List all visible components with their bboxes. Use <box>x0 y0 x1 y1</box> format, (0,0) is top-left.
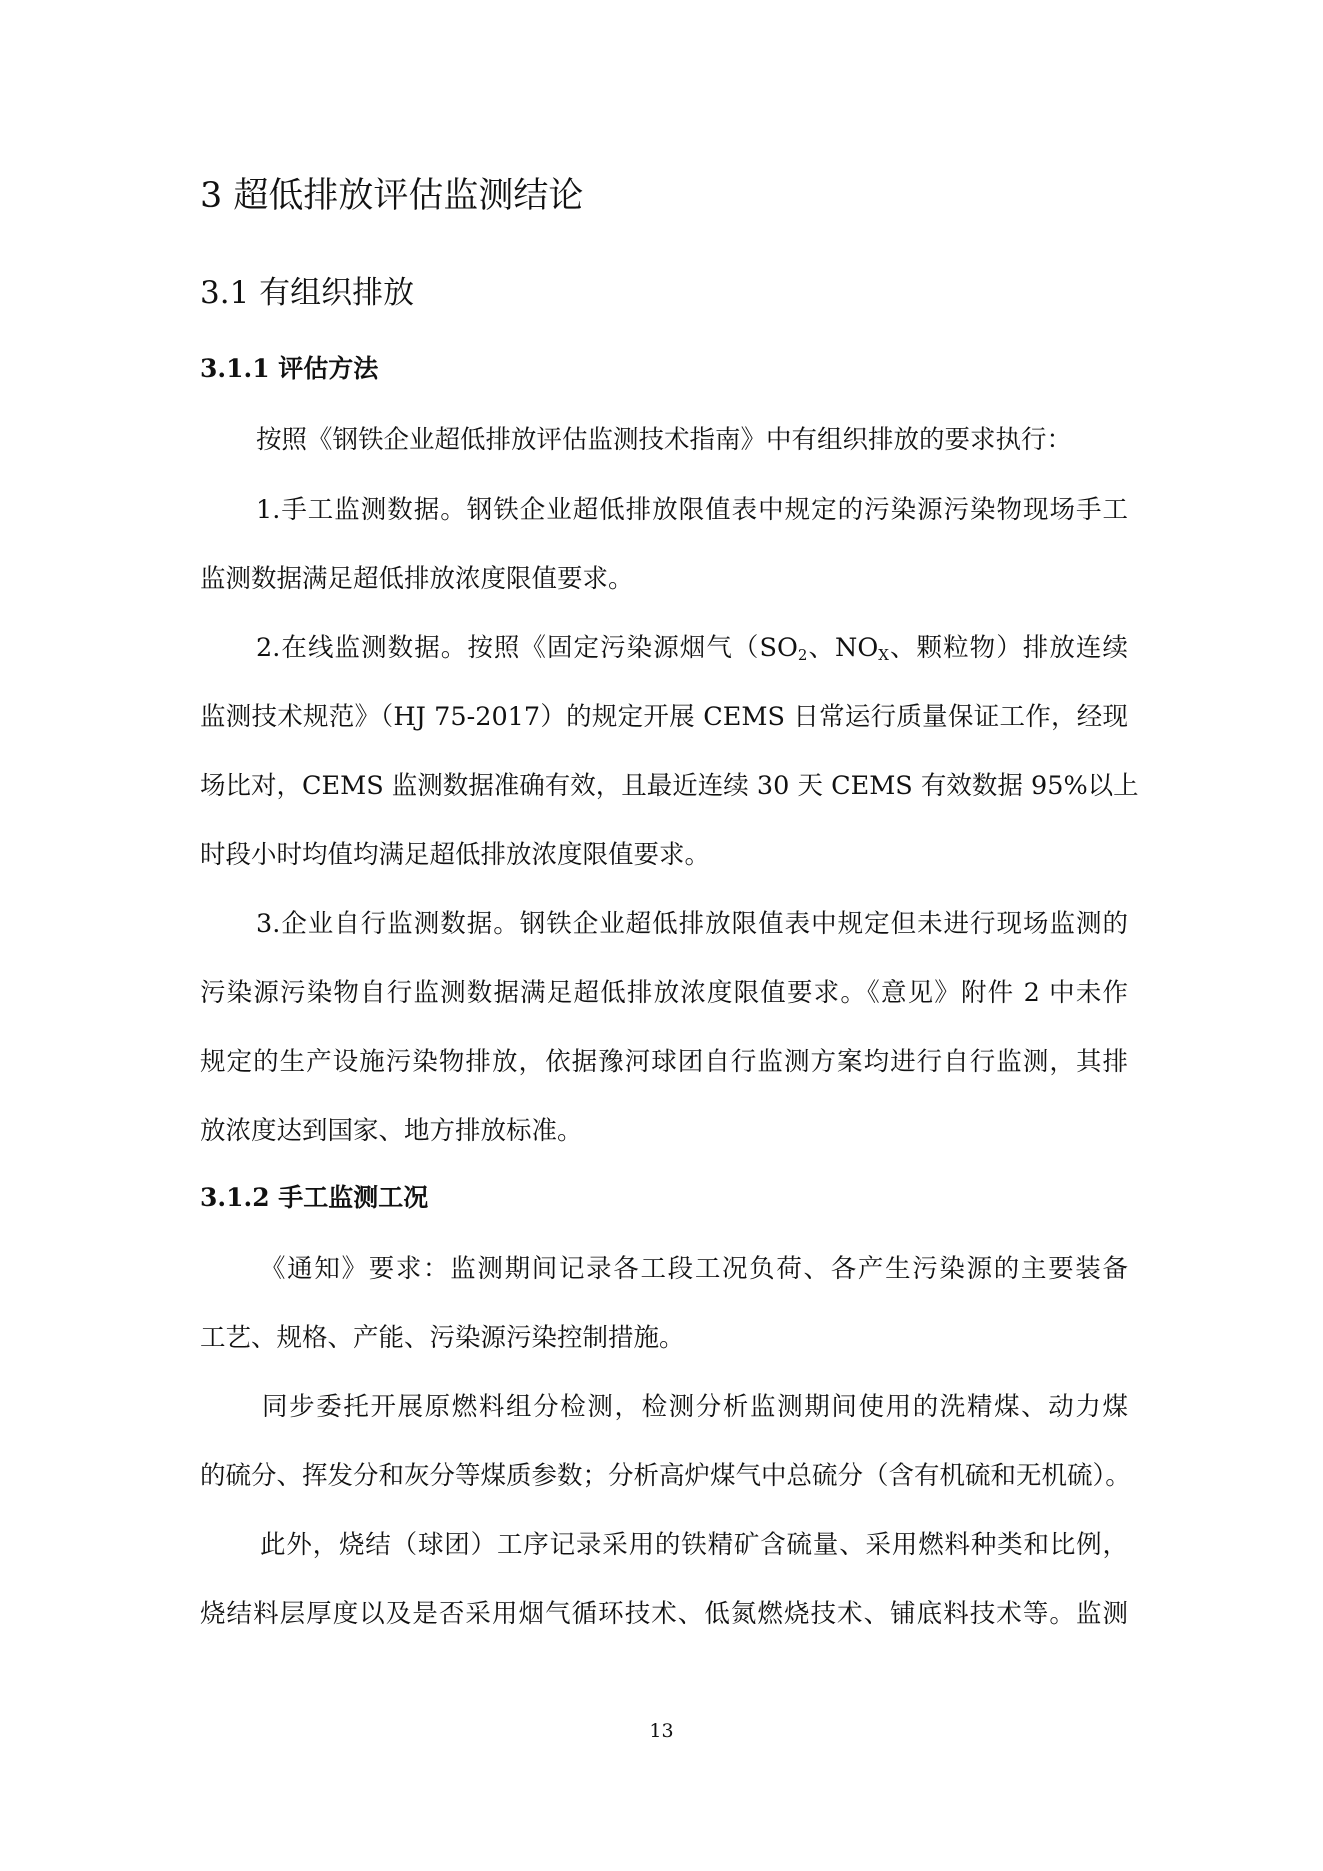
subscript: 2 <box>797 646 808 664</box>
section-heading: 3.1 有组织排放 <box>200 275 415 311</box>
paragraph-line: 污染源污染物自行监测数据满足超低排放浓度限值要求。《意见》附件 2 中未作 <box>200 978 1128 1008</box>
paragraph-line: 场比对，CEMS 监测数据准确有效，且最近连续 30 天 CEMS 有效数据 95%以上 <box>200 771 1139 801</box>
paragraph-line: 监测数据满足超低排放浓度限值要求。 <box>200 564 634 594</box>
chapter-heading: 3 超低排放评估监测结论 <box>200 176 584 216</box>
paragraph-line: 工艺、规格、产能、污染源污染控制措施。 <box>200 1323 685 1353</box>
paragraph-line: 的硫分、挥发分和灰分等煤质参数；分析高炉煤气中总硫分（含有机硫和无机硫）。 <box>200 1461 1131 1491</box>
paragraph-line: 《通知》要求：监测期间记录各工段工况负荷、各产生污染源的主要装备 <box>260 1254 1128 1284</box>
subscript: X <box>878 646 889 664</box>
paragraph-line: 烧结料层厚度以及是否采用烟气循环技术、低氮燃烧技术、铺底料技术等。监测 <box>200 1599 1128 1629</box>
paragraph-line: 规定的生产设施污染物排放，依据豫河球团自行监测方案均进行自行监测，其排 <box>200 1047 1128 1077</box>
paragraph-line: 此外，烧结（球团）工序记录采用的铁精矿含硫量、采用燃料种类和比例， <box>260 1530 1128 1560</box>
paragraph-line: 按照《钢铁企业超低排放评估监测技术指南》中有组织排放的要求执行： <box>256 425 1073 455</box>
paragraph-line: 同步委托开展原燃料组分检测，检测分析监测期间使用的洗精煤、动力煤 <box>262 1392 1128 1422</box>
page-number: 13 <box>649 1720 674 1742</box>
paragraph-line: 监测技术规范》（HJ 75-2017）的规定开展 CEMS 日常运行质量保证工作，经现 <box>200 702 1128 732</box>
paragraph-line: 放浓度达到国家、地方排放标准。 <box>200 1116 583 1146</box>
paragraph-line: 时段小时均值均满足超低排放浓度限值要求。 <box>200 840 711 870</box>
text-run: 、NO <box>807 633 879 663</box>
text-run: 、颗粒物）排放连续 <box>888 633 1128 663</box>
paragraph-line <box>200 628 1128 668</box>
paragraph-line: 3.企业自行监测数据。钢铁企业超低排放限值表中规定但未进行现场监测的 <box>256 909 1128 939</box>
subsection-heading-method: 3.1.1 评估方法 <box>200 354 379 383</box>
subsection-heading-conditions: 3.1.2 手工监测工况 <box>200 1183 429 1212</box>
text-run: 2.在线监测数据。按照《固定污染源烟气（SO <box>256 633 798 663</box>
paragraph-line: 1.手工监测数据。钢铁企业超低排放限值表中规定的污染源污染物现场手工 <box>256 495 1128 525</box>
